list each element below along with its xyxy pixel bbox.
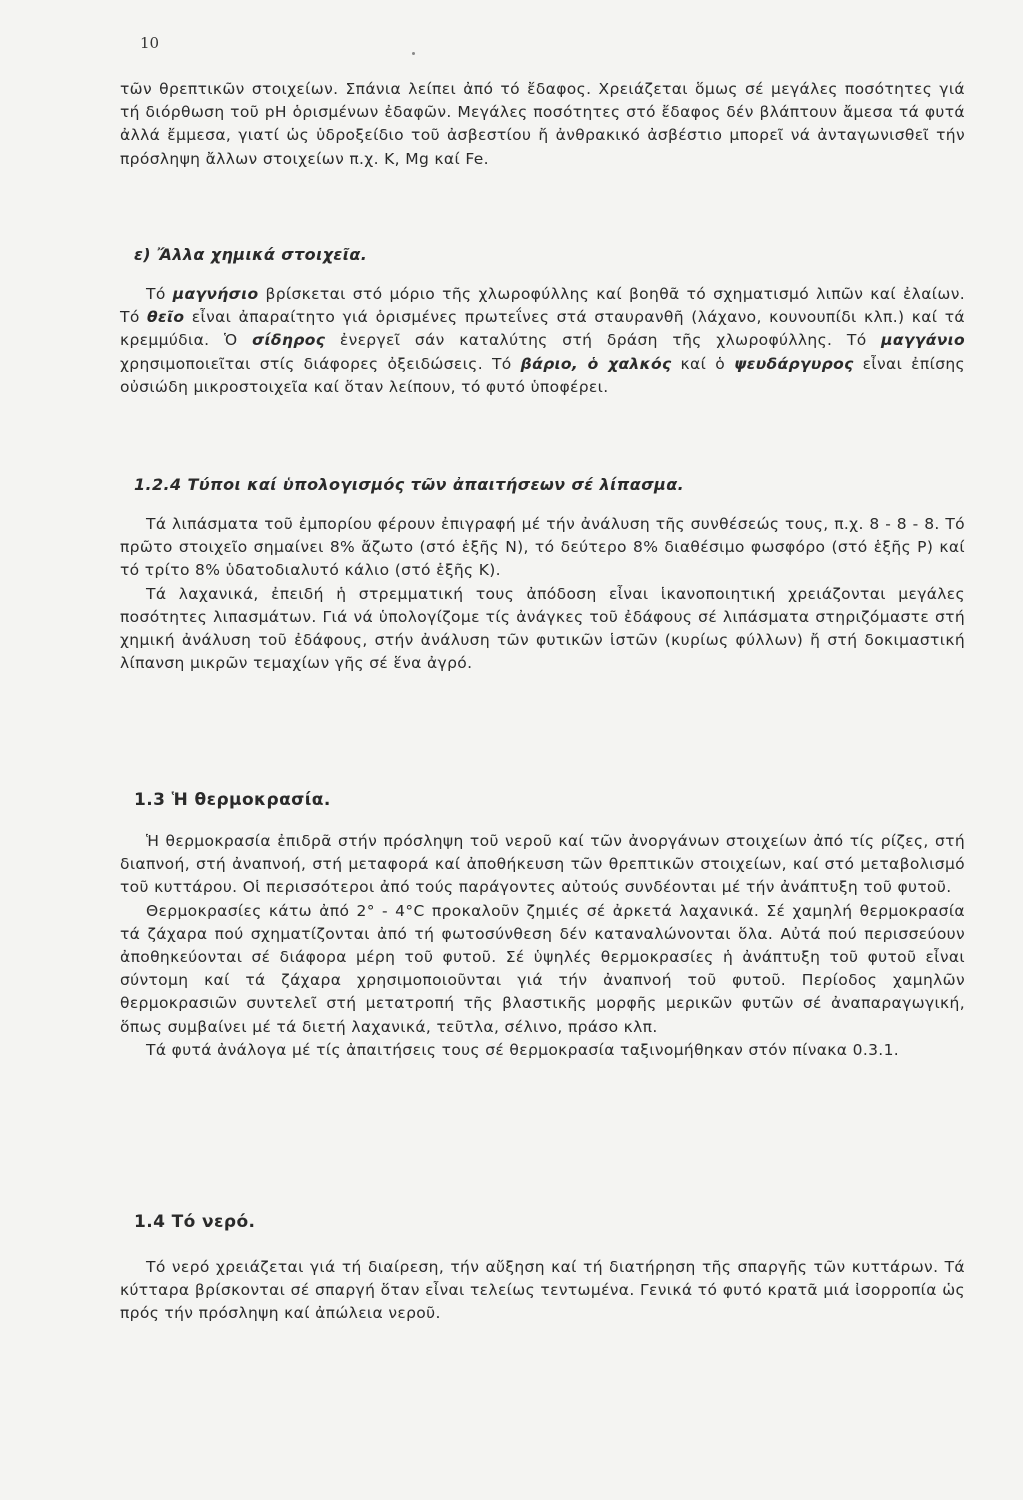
text-run: εἶναι ἐπίσης οὐσιώδη μικροστοιχεῖα καί ὅταν λείπουν, τό φυτό ὑποφέρει. bbox=[120, 354, 965, 396]
intro-paragraph: τῶν θρεπτικῶν στοιχείων. Σπάνια λείπει ἀπό τό ἔδαφος. Χρειάζεται ὅμως σέ μεγάλες ποσότητες γιά τή διόρθωση τοῦ pH ὁρισμένων ἐδαφῶν. Μεγάλες ποσότητες στό ἔδαφος δέν βλάπτουν ἄμεσα τά φυτά ἀλλά ἔμμεσα, γιατί ὡς ὑδροξείδιο τοῦ ἀσβεστίου ἤ ἀνθρακικό ἀσβέστιο μπορεῖ νά ἀνταγωνισθεῖ τήν πρόσληψη ἄλλων στοιχείων π.χ. K, Mg καί Fe. bbox=[120, 80, 965, 168]
term-manganese: μαγγάνιο bbox=[881, 331, 965, 350]
section-1-3-block bbox=[120, 830, 965, 1062]
section-1-3-heading: 1.3 Ἡ θερμοκρασία. bbox=[134, 790, 331, 810]
scan-speck bbox=[412, 52, 415, 55]
text-run: εἶναι ἀπαραίτητο γιά ὁρισμένες πρωτεΐνες στά σταυρανθῆ (λάχανο, κουνουπίδι κλπ.) καί τά κρεμμύδια. Ὁ bbox=[120, 308, 966, 350]
section-1-2-4-paragraph-1: Τά λιπάσματα τοῦ ἐμπορίου φέρουν ἐπιγραφή μέ τήν ἀνάλυση τῆς συνθέσεώς τους, π.χ. 8 - 8 - 8. Τό πρῶτο στοιχεῖο σημαίνει 8% ἄζωτο (στό ἑξῆς N), τό δεύτερο 8% διαθέσιμο φωσφόρο (στό ἑξῆς P) καί τό τρίτο 8% ὑδατοδιαλυτό κάλιο (στό ἑξῆς K). bbox=[120, 515, 965, 580]
text-run: Τό bbox=[146, 285, 173, 303]
section-1-3-paragraph-2: Θερμοκρασίες κάτω ἀπό 2° - 4°C προκαλοῦν ζημιές σέ ἀρκετά λαχανικά. Σέ χαμηλή θερμοκρασία τά ζάχαρα πού σχηματίζονται ἀπό τή φωτοσύνθεση δέν καταναλώνονται ὅλα. Αὐτά πού περισσεύουν ἀποθηκεύονται σέ διάφορα μέρη τοῦ φυτοῦ. Σέ ὑψηλές θερμοκρασίες ἡ ἀνάπτυξη τοῦ φυτοῦ εἶναι σύντομη καί τά ζάχαρα χρησιμοποιοῦνται γιά τήν ἀναπνοή τοῦ φυτοῦ. Περίοδος χαμηλῶν θερμοκρασιῶν συντελεῖ στή μετατροπή τῆς βλαστικῆς μορφῆς μερικῶν φυτῶν σέ ἀναπαραγωγική, ὅπως συμβαίνει μέ τά διετή λαχανικά, τεῦτλα, σέλινο, πράσο κλπ. bbox=[120, 901, 965, 1036]
text-run: καί ὁ bbox=[671, 354, 735, 373]
term-barium-copper: βάριο, ὁ χαλκός bbox=[520, 354, 672, 373]
term-magnesium: μαγνήσιο bbox=[172, 285, 259, 303]
section-1-2-4-paragraph-2: Τά λαχανικά, ἐπειδή ἡ στρεμματική τους ἀπόδοση εἶναι ἱκανοποιητική χρειάζονται μεγάλες ποσότητες λιπασμάτων. Γιά νά ὑπολογίζομε τίς ἀνάγκες τοῦ ἐδάφους σέ λιπάσματα στηριζόμαστε στή χημική ἀνάλυση τοῦ ἐδάφους, στήν ἀνάλυση τῶν φυτικῶν ἱστῶν (κυρίως φύλλων) ἤ στή δοκιμαστική λίπανση μικρῶν τεμαχίων γῆς σέ ἕνα ἀγρό. bbox=[120, 584, 965, 673]
section-1-4-heading: 1.4 Τό νερό. bbox=[134, 1212, 256, 1232]
text-run: βρίσκεται στό μόριο τῆς χλωροφύλλης καί βοηθᾶ τό σχηματισμό λιπῶν καί ἐλαίων. Τό bbox=[120, 285, 965, 327]
section-e-paragraph bbox=[120, 283, 965, 399]
term-sulfur: θεῖο bbox=[147, 308, 185, 327]
term-zinc: ψευδάργυρος bbox=[734, 354, 854, 373]
section-e-heading: ε) Ἄλλα χημικά στοιχεῖα. bbox=[134, 245, 368, 264]
page-number: 10 bbox=[140, 34, 160, 52]
section-e-block bbox=[120, 283, 965, 399]
term-iron: σίδηρος bbox=[252, 331, 326, 350]
section-1-2-4-block bbox=[120, 513, 965, 675]
section-1-2-4-heading: 1.2.4 Τύποι καί ὑπολογισμός τῶν ἀπαιτήσεων σέ λίπασμα. bbox=[134, 475, 685, 494]
text-run: ἐνεργεῖ σάν καταλύτης στή δράση τῆς χλωροφύλλης. Τό bbox=[325, 331, 882, 350]
section-1-3-paragraph-1: Ἡ θερμοκρασία ἐπιδρᾶ στήν πρόσληψη τοῦ νεροῦ καί τῶν ἀνοργάνων στοιχείων ἀπό τίς ρίζες, στή διαπνοή, στή ἀναπνοή, στή μεταφορά καί ἀποθήκευση τῶν θρεπτικῶν στοιχείων, καί στό μεταβολισμό τοῦ κυττάρου. Οἱ περισσότεροι ἀπό τούς παράγοντες αὐτούς συνδέονται μέ τήν ἀνάπτυξη τοῦ φυτοῦ. bbox=[120, 832, 965, 897]
section-1-4-paragraph-1: Τό νερό χρειάζεται γιά τή διαίρεση, τήν αὔξηση καί τή διατήρηση τῆς σπαργῆς τῶν κυττάρων. Τά κύτταρα βρίσκονται σέ σπαργή ὅταν εἶναι τελείως τεντωμένα. Γενικά τό φυτό κρατᾶ μιά ἰσορροπία ὡς πρός τήν πρόσληψη καί ἀπώλεια νεροῦ. bbox=[120, 1258, 965, 1323]
text-run: χρησιμοποιεῖται στίς διάφορες ὀξειδώσεις. Τό bbox=[120, 354, 521, 373]
section-1-3-paragraph-3: Τά φυτά ἀνάλογα μέ τίς ἀπαιτήσεις τους σέ θερμοκρασία ταξινομήθηκαν στόν πίνακα 0.3.1. bbox=[146, 1040, 900, 1059]
section-1-4-block bbox=[120, 1256, 965, 1326]
intro-paragraph-block bbox=[120, 78, 965, 171]
